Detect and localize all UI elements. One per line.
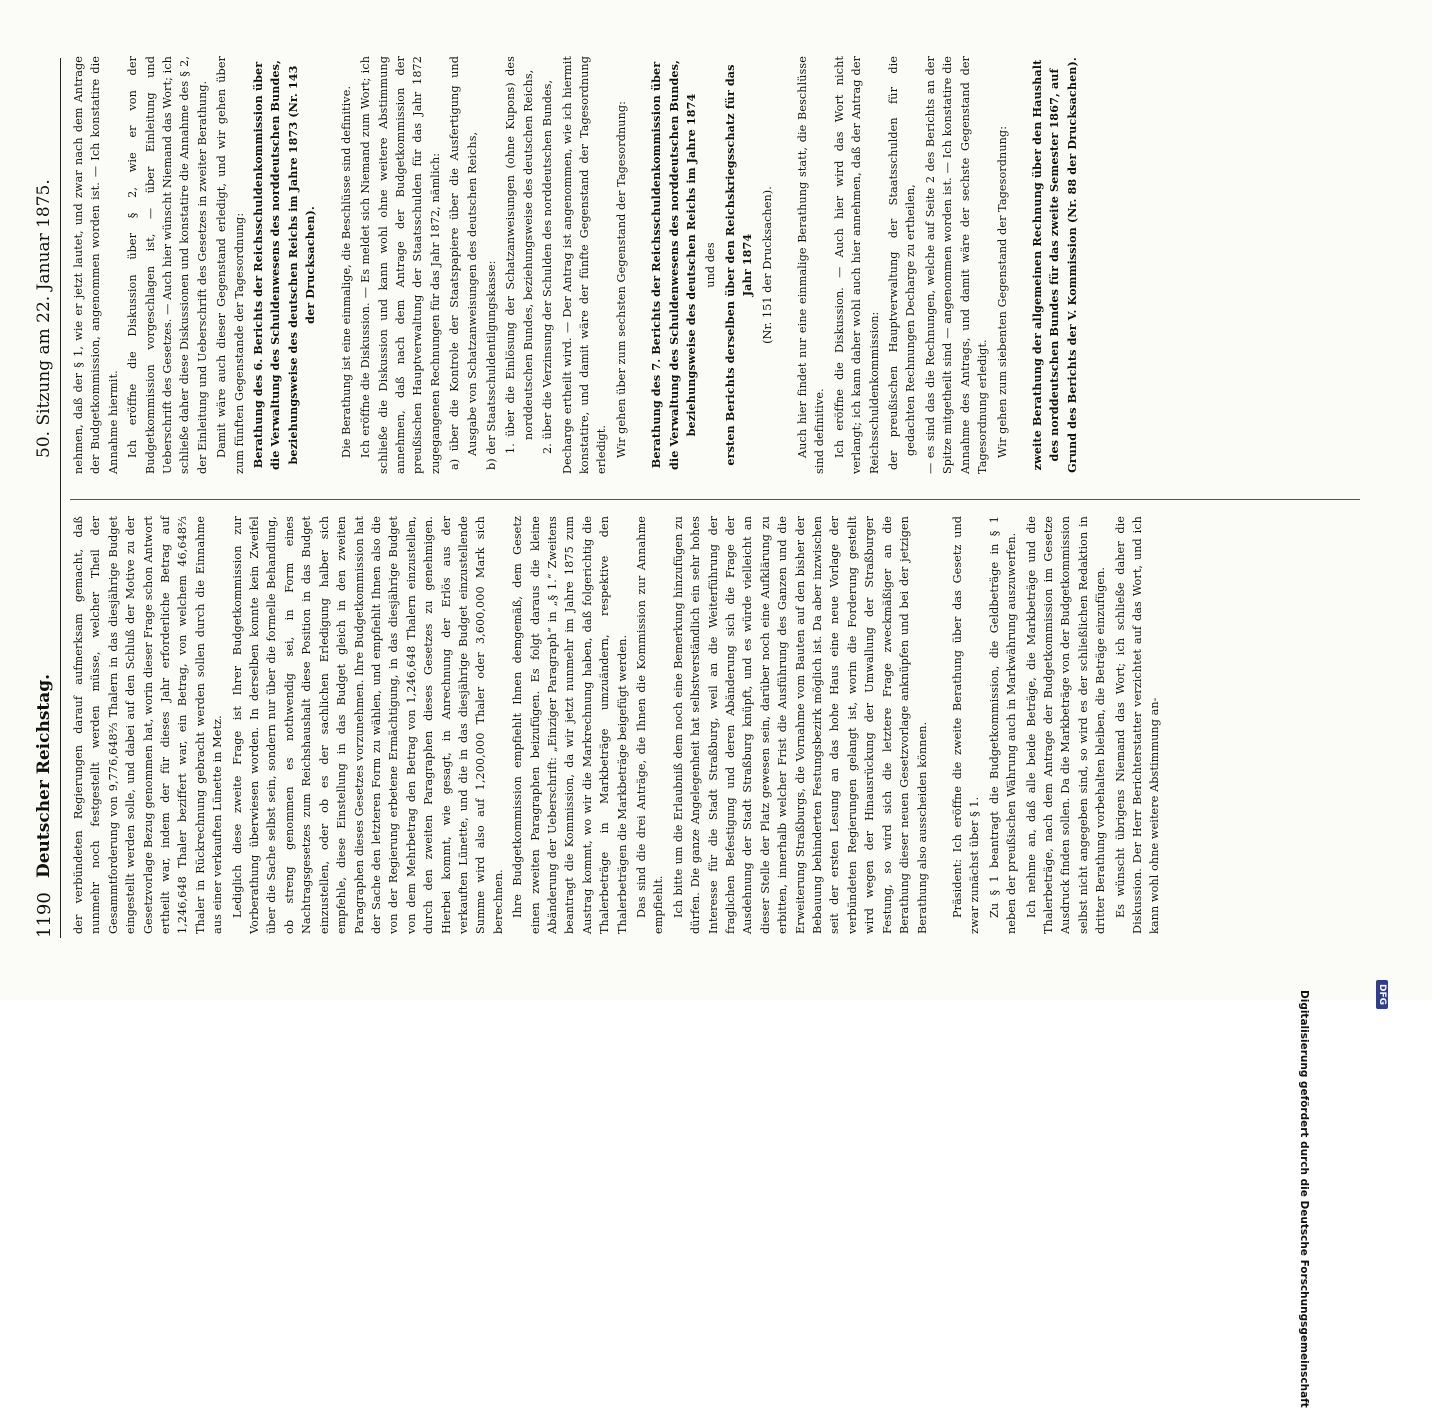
right-text-column [70, 56, 1360, 474]
paragraph: Zu § 1 beantragt die Budgetkommission, die Geldbeträge in § 1 neben der preußischen Währung auch in Markwährung auszuwerfen. [987, 516, 1019, 934]
paragraph: nehmen, daß der § 1, wie er jetzt lautet, und zwar nach dem Antrage der Budgetkommission, angenommen worden ist. — Ich konstatire die Annahme hiermit. [72, 56, 120, 474]
paragraph [933, 516, 947, 934]
paragraph: Ich eröffne die Diskussion. — Es meldet sich Niemand zum Wort; ich schließe die Diskussion und kann wohl ohne weitere Abstimmung annehmen, daß nach dem Antrage der Budgetkommission der preußischen Hauptverwaltung der Staatsschulden für das Jahr 1872 zugegangenen Rechnungen für das Jahr 1872, nämlich: [359, 56, 442, 474]
paragraph: der preußischen Hauptverwaltung der Staatsschulden für die gedachten Rechnungen Decharge zu ertheilen, [887, 56, 918, 470]
paragraph: Es wünscht übrigens Niemand das Wort; ich schließe daher die Diskussion. Der Herr Berichterstatter verzichtet auf das Wort, und ich kann wohl ohne weitere Abstimmung an- [1113, 516, 1162, 934]
paragraph: Wir gehen zum siebenten Gegenstand der Tagesordnung: [995, 125, 1009, 458]
dfg-logo: DFG [1376, 980, 1388, 1009]
paragraph: der verbündeten Regierungen darauf aufmerksam gemacht, daß nunmehr noch festgestellt werden müsse, welcher Theil der Gesammtforderung von 9,776,648⅔ Thalern in das diesjährige Budget eingestellt werden solle, und dabei auf den Schluß der Motive zu der Gesetzvorlage Bezug genommen hat, worin dieser Frage schon Antwort ertheilt war, indem der für dieses Jahr erforderliche Betrag auf 1,246,648 Thaler beziffert war, ein Betrag, von welchem 46,648⅔ Thaler in Rückrechnung gebracht werden sollen durch die Einnahme aus einer verkauften Lünette in Metz. [72, 516, 225, 934]
paragraph [778, 56, 792, 474]
publication-title: Deutscher Reichstag. [34, 673, 54, 878]
column-divider [70, 499, 1360, 500]
paragraph [632, 56, 646, 474]
paragraph: Auch hier findet nur eine einmalige Berathung statt, die Beschlüsse sind definitive. [796, 56, 827, 474]
paragraph: Ich eröffne die Diskussion über § 2, wie er von der Budgetkommission vorgeschlagen ist, — über Einleitung und Ueberschrift des Gesetzes. — Auch hier wünscht Niemand das Wort; ich schließe daher diese Diskussionen und konstatire die Annahme des § 2, der Einleitung und Ueberschrift des Gesetzes in zweiter Berathung. [126, 56, 209, 474]
paragraph: Berathung des 6. Berichts der Reichsschuldenkommission über die Verwaltung des Schuldenwesens des norddeutschen Bundes, beziehungsweise des deutschen Reichs im Jahre 1873 (Nr. 143 der Drucksachen). [251, 60, 318, 470]
paragraph: Lediglich diese zweite Frage ist Ihrer Budgetkommission zur Vorberathung überwiesen worden. In derselben konnte kein Zweifel über die Sache selbst sein, sondern nur über die formelle Behandlung, ob streng genommen es nothwendig sei, in Form eines Nachtragsgesetzes zum Reichshaushalt diese Position in das Budget einzustellen, oder ob es der sachlichen Erledigung halber sich empfehle, diese Einstellung in das Budget gleich in den zweiten Paragraphen dieses Gesetzes vorzunehmen. Ihre Budgetkommission hat der Sache den letzteren Form zu wählen, und empfiehlt Ihnen also die von der Regierung erbetene Ermächtigung, in das diesjährige Budget von dem Mehrbetrag den Betrag von 1,246,648 Thalern einzustellen, durch den zweiten Paragraphen dieses Gesetzes zu genehmigen. Hierbei kommt, wie gesagt, in Anrechnung der Erlös aus der verkauften Lünette, und die in das diesjährige Budget einzustellende Summe wird also auf 1,200,000 Thaler oder 3,600,000 Mark sich berechnen. [230, 516, 505, 934]
paragraph: ersten Berichts derselben über den Reichskriegsschatz für das Jahr 1874 [722, 64, 755, 466]
page-header [28, 58, 61, 938]
session-title: 50. Sitzung am 22. Januar 1875. [34, 179, 54, 458]
page-number: 1190 [34, 892, 55, 938]
paragraph: Die Berathung ist eine einmalige, die Beschlüsse sind definitive. [339, 85, 353, 458]
paragraph: Berathung des 7. Berichts der Reichsschuldenkommission über die Verwaltung des Schuldenwesens des norddeutschen Bundes, beziehungsweise des deutschen Reichs im Jahre 1874 [649, 60, 698, 470]
paragraph: Ich nehme an, daß alle beide Beträge, die Markbeträge und die Thalerbeträge, nach dem Antrage der Budgetkommission im Gesetze Ausdruck finden sollen. Da die Markbeträge von der Budgetkommission selbst nicht angegeben sind, so wird es der schließlichen Redaktion in dritter Berathung vorbehalten bleiben, die Beträge einzufügen. [1024, 516, 1108, 934]
paragraph [1013, 56, 1027, 474]
paragraph: Ich eröffne die Diskussion. — Auch hier wird das Wort nicht verlangt; ich kann daher wohl auch hier annehmen, daß der Antrag der Reichsschuldenkommission: [832, 56, 881, 474]
paragraph: Wir gehen über zum sechsten Gegenstand der Tagesordnung: [614, 101, 628, 458]
paragraph: 1. über die Einlösung der Schatzanweisungen (ohne Kupons) des norddeutschen Bundes, beziehungsweise des deutschen Reichs, [504, 56, 535, 454]
paragraph: b) der Staatsschuldentilgungskasse: [484, 260, 498, 470]
paragraph: Damit wäre auch dieser Gegenstand erledigt, und wir gehen über zum fünften Gegenstande der Tagesordnung: [215, 56, 246, 474]
paragraph: 2. über die Verzinsung der Schulden des norddeutschen Bundes, [541, 79, 555, 454]
paragraph: und des [704, 242, 718, 288]
paragraph: Ihre Budgetkommission empfiehlt Ihnen demgemäß, dem Gesetz einen zweiten Paragraphen beizufügen. Es folgt daraus die kleine Abänderung der Ueberschrift: „Einziger Paragraph“ in „§ 1.“ Zweitens beantragt die Kommission, da wir jetzt nunmehr im Jahre 1875 zum Austrag kommt, wo wir die Markrechnung haben, daß folgerichtig die Thalerbeträge in Markbeträge umzuändern, respektive den Thalerbeträgen die Markbeträge beigefügt werden. [511, 516, 629, 934]
paragraph [322, 56, 336, 474]
paragraph: Decharge ertheilt wird. — Der Antrag ist angenommen, wie ich hiermit konstatire, und damit wäre der fünfte Gegenstand der Tagesordnung erledigt. [560, 56, 609, 474]
paragraph: — es sind das die Rechnungen, welche auf Seite 2 des Berichts an der Spitze mitgetheilt sind — angenommen worden ist. — Ich konstatire die Annahme des Antrags, und damit wäre der sechste Gegenstand der Tagesordnung erledigt. [923, 56, 990, 474]
paragraph: Das sind die drei Anträge, die Ihnen die Kommission zur Annahme empfiehlt. [635, 516, 666, 934]
paragraph: a) über die Kontrole der Staatspapiere über die Ausfertigung und Ausgabe von Schatzanweisungen des deutschen Reichs, [448, 56, 479, 470]
paragraph: zweite Berathung der allgemeinen Rechnung über den Haushalt des norddeutschen Bundes für das zweite Semester 1867, auf Grund des Berichts der V. Kommission (Nr. 88 der Drucksachen). [1029, 57, 1079, 473]
paragraph: Präsident: Ich eröffne die zweite Berathung über das Gesetz und zwar zunächst über § 1. [950, 516, 982, 934]
paragraph: (Nr. 151 der Drucksachen). [760, 186, 774, 344]
paragraph: Ich bitte um die Erlaubniß dem noch eine Bemerkung hinzufügen zu dürfen. Die ganze Angelegenheit hat selbstverständlich ein sehr hohes Interesse für die Stadt Straßburg, weil an die Weiterführung der fraglichen Befestigung und deren Abänderung sich die Frage der Ausdehnung der Stadt Straßburg knüpft, und es würde vielleicht an dieser Stelle der Platz gewesen sein, darüber noch eine Aufklärung zu erbitten, innerhalb welcher Frist die Ausführung des Ganzen und die Erweiterung Straßburgs, die Vornahme vom Bauten auf den bisher der Bebauung behinderten Festungsbezirk möglich ist. Da aber inzwischen seit der ersten Lesung an das hohe Haus eine neue Vorlage der verbündeten Regierungen gelangt ist, worin die Forderung gestellt wird wegen der Hinausrückung der Umwallung der Straßburger Festung, so wird sich die letztere Frage zweckmäßiger an die Berathung dieser neuen Gesetzvorlage anknüpfen und bei der jetzigen Berathung also ausscheiden können. [671, 516, 929, 934]
left-text-column [70, 516, 1360, 934]
digitization-note: Digitalisierung gefördert durch die Deutsche Forschungsgemeinschaft [1298, 990, 1310, 1408]
